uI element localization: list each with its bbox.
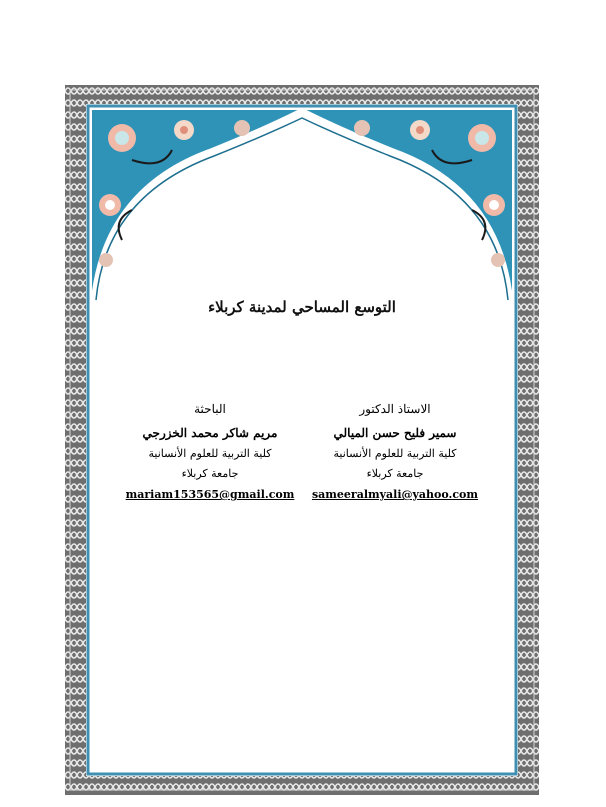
supervisor-role: الاستاذ الدكتور bbox=[359, 402, 431, 416]
researcher-email-link[interactable]: mariam153565@gmail.com bbox=[125, 488, 295, 501]
supervisor-email-link[interactable]: sameeralmyali@yahoo.com bbox=[311, 488, 479, 501]
researcher-block bbox=[125, 400, 295, 506]
supervisor-college: كلية التربية للعلوم الأنسانية bbox=[333, 447, 457, 460]
supervisor-block bbox=[310, 400, 480, 506]
supervisor-university: جامعة كربلاء bbox=[366, 467, 424, 480]
researcher-university: جامعة كربلاء bbox=[181, 467, 239, 480]
document-title: التوسع المساحي لمدينة كربلاء bbox=[208, 298, 396, 316]
researcher-name: مريم شاكر محمد الخزرجي bbox=[142, 426, 278, 440]
supervisor-name: سمير فليح حسن الميالي bbox=[333, 426, 457, 440]
researcher-role: الباحثة bbox=[194, 402, 226, 416]
researcher-college: كلية التربية للعلوم الأنسانية bbox=[148, 447, 272, 460]
arch-ornament bbox=[92, 110, 512, 310]
